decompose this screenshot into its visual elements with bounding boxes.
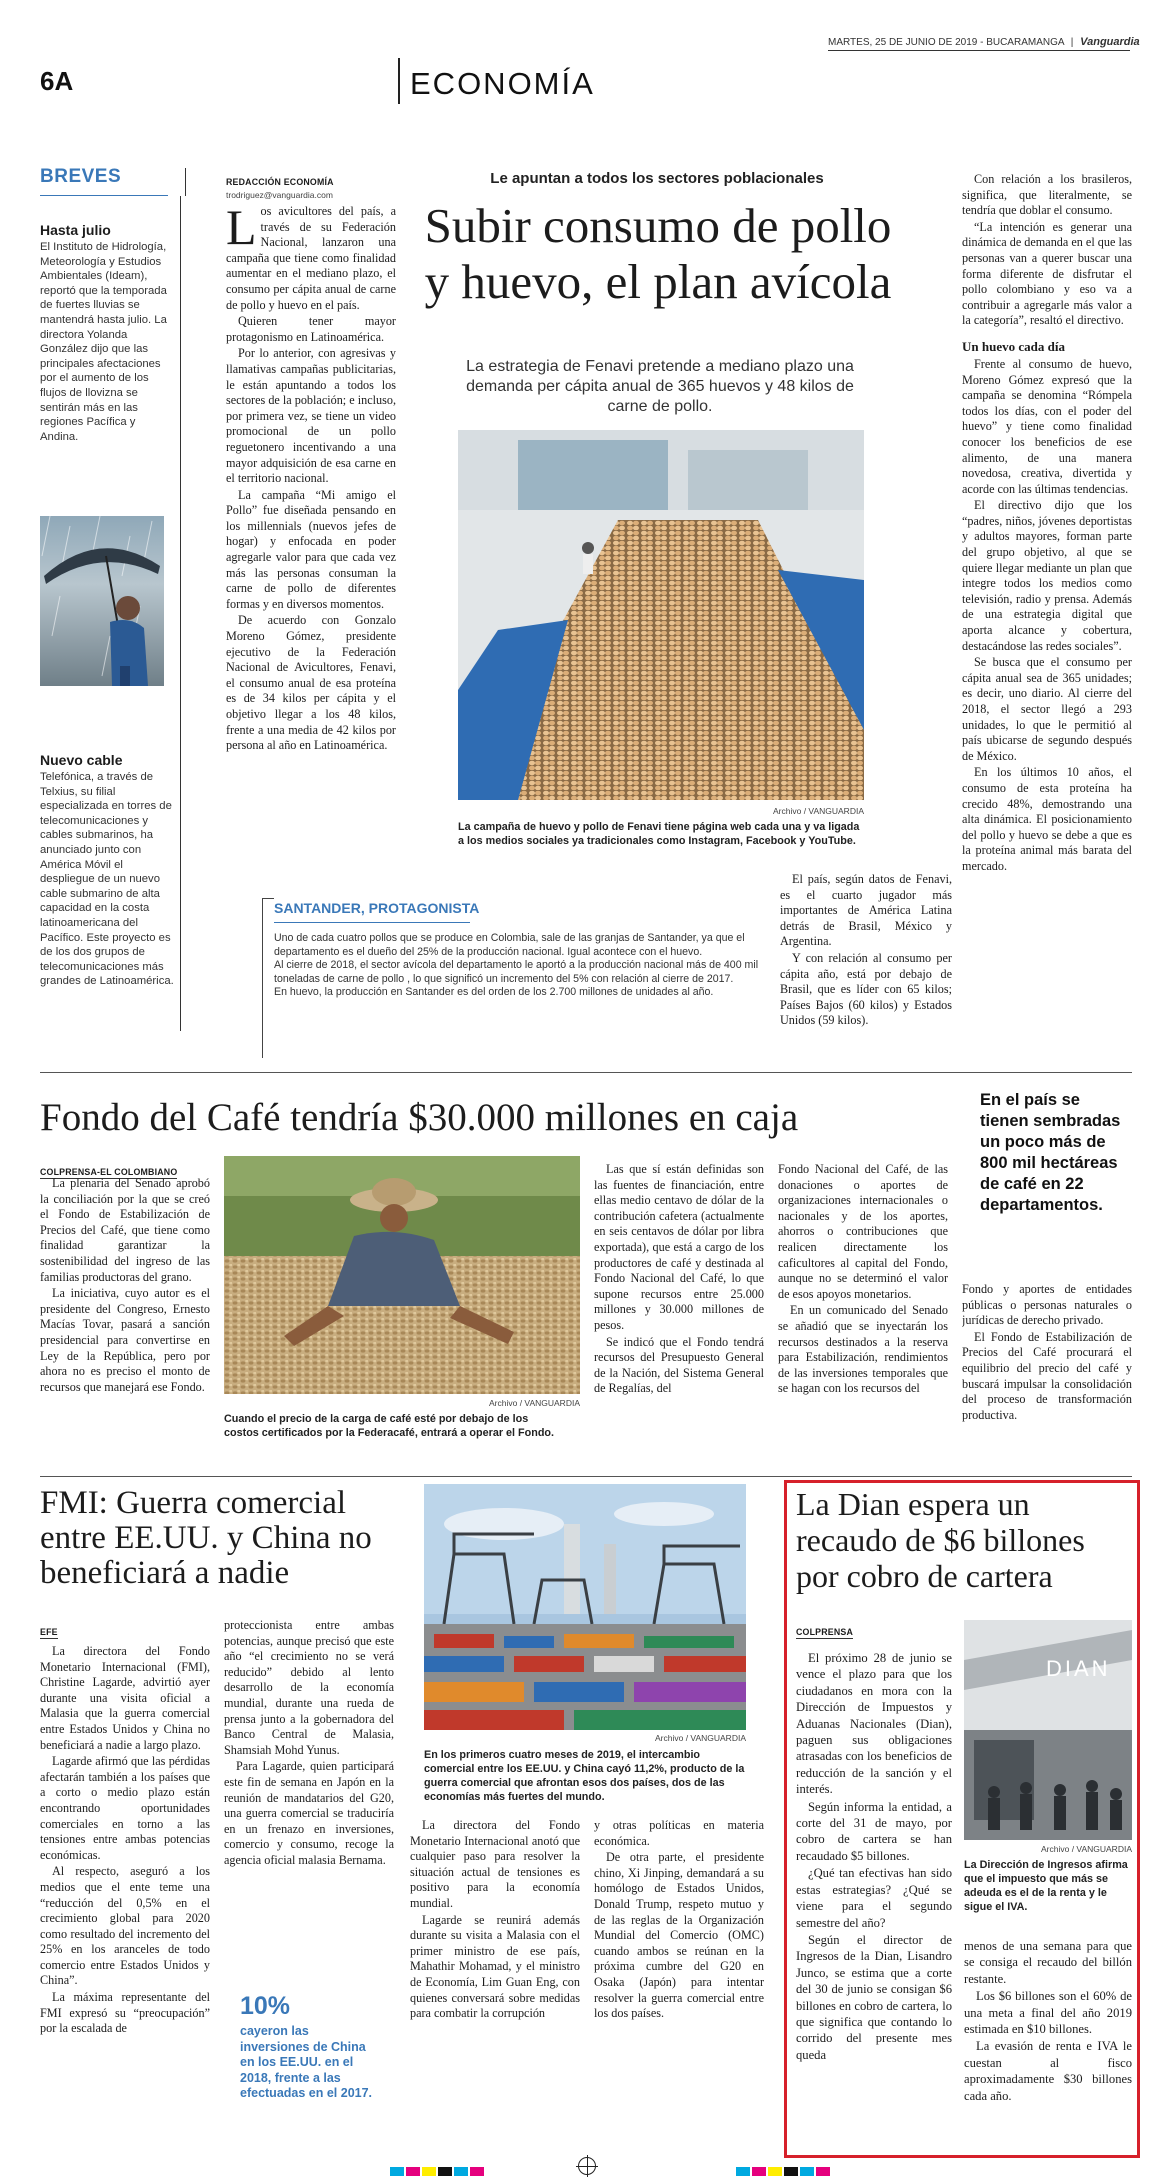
stat-text: cayeron las inversiones de China en los EE.UU. en el 2018, frente a las efectuadas en el 2017.	[240, 2024, 373, 2100]
article1-col-mid	[780, 872, 952, 1062]
article2-col2	[594, 1162, 764, 1466]
paragraph: La máxima representante del FMI expresó su “preocupación” por la escalada de	[40, 1990, 210, 2036]
photo-caption: La campaña de huevo y pollo de Fenavi tiene página web cada una y va ligada a los medios sociales ya tradicionales como Instagram, Facebook y YouTube.	[458, 821, 860, 847]
paragraph: La directora del Fondo Monetario Internacional (FMI), Christine Lagarde, advirtió ayer durante una visita oficial a Malasia que la guerra comercial entre Estados Unidos y China no beneficiará a nadie a largo plazo.	[40, 1644, 210, 1752]
stat-value: 10%	[240, 1992, 291, 2020]
paragraph: El país, según datos de Fenavi, es el cuarto jugador más importantes de América Latina detrás de Brasil, México y Argentina.	[780, 872, 952, 949]
date-line: MARTES, 25 DE JUNIO DE 2019 - BUCARAMANGA | Vanguardia	[828, 36, 1140, 48]
paragraph: Se indicó que el Fondo tendrá recursos del Presupuesto General de la Nación, del Sistema General de Regalías, del	[594, 1334, 764, 1396]
paragraph: Según el director de Ingresos de la Dian, Lisandro Junco, se estima que a corte del 30 de junio se consigan $6 billones en cobro de cartera, lo que significa que contando lo corrido del presente mes queda	[796, 1932, 952, 2062]
paragraph: El Fondo de Estabilización de Precios del Café procurará el equilibrio del precio del café y buscará impulsar la consolidación del proceso de transformación productiva.	[962, 1329, 1132, 1422]
port-containers-photo	[424, 1484, 746, 1730]
paragraph: proteccionista entre ambas potencias, aunque precisó que este año “el crecimiento no se verá reducido” debido al lento desarrollo de la economía mundial, durante una rueda de prensa junto a la gobernadora del Banco Central de Malasia, Shamsiah Mohd Yunus.	[224, 1618, 394, 1757]
article1-byline	[226, 172, 334, 200]
paragraph: Lagarde afirmó que las pérdidas afectarán también a los países que a corto o medio plazo están encontrando oportunidades comerciales en torno a las tensiones entre ambas potencias económicas.	[40, 1754, 210, 1862]
paragraph: La plenaria del Senado aprobó la conciliación por la que se creó el Fondo de Estabilización de Precios del Café, que tiene como finalidad garantizar la sostenibilidad del ingreso de las familias productoras del grano.	[40, 1176, 210, 1284]
drop-cap: L	[226, 204, 257, 255]
paragraph: El próximo 28 de junio se vence el plazo para que los ciudadanos en mora con la Dirección de Impuestos y Aduanas Nacionales (Dian), paguen sus obligaciones atrasadas con los beneficios de reducción de la sanción y el interés.	[796, 1651, 952, 1797]
byline: COLPRENSA-EL COLOMBIANO	[40, 1167, 178, 1177]
paragraph: Según informa la entidad, a corte del 31 de mayo, por cobro de cartera se han recaudado $5 billones.	[796, 1799, 952, 1863]
section-divider-2	[40, 1476, 1132, 1477]
paragraph: De otra parte, el presidente chino, Xi Jinping, demandará a su homólogo de Estados Unidos, Donald Trump, respeto mutuo y de las reglas de la Organización Mundial del Comercio (OMC) cuando ambos se reúnan en la próxima cumbre del G20 en Osaka (Japón) para intentar resolver la guerra comercial entre los dos países.	[594, 1850, 764, 2021]
byline: COLPRENSA	[796, 1627, 854, 1637]
lead-text: os avicultores del país, a través de su Federación Nacional, lanzaron una campaña que tiene como finalidad aumentar en el mediano plazo, el consumo per cápita anual de carne de pollo y huevo en el país.	[226, 204, 396, 312]
umbrella-rain-photo	[40, 516, 164, 686]
breves-rule	[40, 195, 168, 196]
registration-bar-right	[736, 2163, 832, 2177]
paragraph: Quieren tener mayor protagonismo en Latinoamérica.	[226, 314, 396, 344]
paragraph: Con relación a los brasileros, significa, que literalmente, se tendría que doblar el consumo.	[962, 172, 1132, 218]
box-paragraph: Uno de cada cuatro pollos que se produce en Colombia, sale de las granjas de Santander, ya que el departamento es el dueño del 25% de la producción nacional. Igual acontece con el huevo.	[274, 932, 745, 958]
paragraph: En los últimos 10 años, el consumo de esta proteína ha crecido 48%, demostrando una alta dinámica. El posicionamiento del pollo y huevo se debe a que es la proteína animal más barata del mercado.	[962, 765, 1132, 873]
paragraph: La directora del Fondo Monetario Internacional anotó que cualquier paso para resolver la situación actual de tensiones es positivo para la economía mundial.	[410, 1818, 580, 1910]
byline: REDACCIÓN ECONOMÍA	[226, 177, 334, 187]
breve-hasta-julio	[40, 222, 174, 444]
dian-sign-text: DIAN	[1046, 1656, 1111, 1681]
paragraph: Fondo y aportes de entidades públicas o personas naturales o jurídicas de derecho privado.	[962, 1282, 1132, 1328]
section-divider	[398, 58, 400, 104]
box-paragraph: En huevo, la producción en Santander es del orden de los 2.700 millones de unidades al año.	[274, 986, 714, 999]
article1-lead-paragraph	[226, 204, 396, 313]
article1-deck: La estrategia de Fenavi pretende a mediano plazo una demanda per cápita anual de 365 huevos y 48 kilos de carne de pollo.	[466, 358, 854, 415]
paragraph: Los $6 billones son el 60% de una meta a final del año 2019 estimada en $10 billones.	[964, 1989, 1132, 2037]
paragraph: Para Lagarde, quien participará este fin de semana en Japón en la reunión de mandatarios del G20, una guerra comercial se traduciría en un frenazo en inversiones, comercio y consumo, recoge la agencia oficial malasia Bernama.	[224, 1759, 394, 1867]
box-title: SANTANDER, PROTAGONISTA	[274, 900, 480, 916]
paragraph: El directivo dijo que los “padres, niños, jóvenes deportistas y adultos mayores, forman parte del grupo objetivo, al que se quiere llegar mediante un plan que integre todos los medios como televisión, radio y prensa. Además de una estrategia digital que aporta alcance y cobertura, destacándose las redes sociales”.	[962, 498, 1132, 653]
photo-caption: La Dirección de Ingresos afirma que el impuesto que más se adeuda es el de la renta y le sigue el IVA.	[964, 1859, 1128, 1913]
breve-text: El Instituto de Hidrología, Meteorología y Estudios Ambientales (Ideam), reportó que la temporada de fuertes lluvias se mantendrá hasta julio. La directora Yolanda González dijo que las principales afectaciones por el aumento de los flujos de lloviznа se sentirán más en las regiones Pacífica y Andina.	[40, 241, 167, 443]
article1-kicker: Le apuntan a todos los sectores poblacionales	[490, 170, 824, 187]
breve-title: Hasta julio	[40, 222, 111, 238]
page-number: 6A	[40, 66, 74, 96]
header-rule	[828, 50, 1130, 51]
article3-col4	[594, 1818, 764, 2138]
breves-bracket	[172, 168, 186, 196]
paragraph: Y con relación al consumo per cápita año, está por debajo de Brasil, que es líder con 65 kilos; Países Bajos (60 kilos) y Estados Unidos (59 kilos).	[780, 950, 952, 1028]
paragraph: ¿Qué tan efectivas han sido estas estrategias? ¿Qué se viene para el segundo semestre del año?	[796, 1866, 952, 1930]
photo-caption: En los primeros cuatro meses de 2019, el intercambio comercial entre los EE.UU. y China cayó 11,2%, producto de la guerra comercial que afrontan esos dos países, dos de las economías más fuertes del mundo.	[424, 1749, 745, 1803]
breve-nuevo-cable	[40, 752, 174, 989]
article3-col3	[410, 1818, 580, 2138]
santander-box	[262, 898, 762, 1062]
paragraph: En un comunicado del Senado se añadió que se inyectarán los recursos destinados a la reserva para Estabilización, rendimientos de las inversiones temporales que se hagan con los recursos del	[778, 1303, 948, 1396]
paragraph: Las que sí están definidas son las fuentes de financiación, entre ellas medio centavo de dólar de la contribución cafetera (actualmente en seis centavos de dólar por libra exportada), que está a cargo de los productores de café y destinada al Fondo Nacional del Café, lo que supone recursos entre 25.000 millones y 30.000 millones de pesos.	[594, 1162, 764, 1332]
article2-col1	[40, 1176, 210, 1466]
headline-line: Subir consumo de pollo	[424, 198, 892, 253]
article1-col-right	[962, 172, 1132, 1062]
article4-col2	[964, 1938, 1132, 2148]
article2-col4	[962, 1282, 1132, 1466]
paragraph: Frente al consumo de huevo, Moreno Gómez expresó que la campaña se denomina “Rómpela todos los días, con el poder del huevo” y tiene como finalidad conocer los beneficios de ese alimento, de una manera novedosa, creativa, divertida y acorde con las últimas tendencias.	[962, 356, 1132, 496]
article1-headline	[408, 198, 908, 310]
pull-quote: En el país se tienen sembradas un poco más de 800 mil hectáreas de café en 22 departamentos.	[980, 1091, 1121, 1214]
article3-headline: FMI: Guerra comercial entre EE.UU. y China no beneficiará a nadie	[40, 1485, 372, 1591]
paragraph: La evasión de renta e IVA le cuestan al fisco aproximadamente $30 billones cada año.	[964, 2039, 1132, 2103]
brand-logo: Vanguardia	[1080, 36, 1140, 48]
headline-line: y huevo, el plan avícola	[424, 254, 892, 309]
registration-mark-icon	[578, 2157, 596, 2175]
registration-bar-left	[390, 2163, 486, 2177]
article4-headline: La Dian espera un recaudo de $6 billones por cobro de cartera	[796, 1486, 1085, 1594]
article3-col1	[40, 1644, 210, 2138]
box-accent-line	[262, 898, 274, 1058]
byline-email: trodriguez@vanguardia.com	[226, 190, 333, 200]
box-paragraph: Al cierre de 2018, el sector avícola del departamento le aportó a la producción nacional más de 400 mil toneladas de carne de pollo , lo que significó un incremento del 5% con relación al cierre de 2017.	[274, 959, 759, 985]
paragraph: menos de una semana para que se consiga el recaudo del billón restante.	[964, 1939, 1132, 1986]
paragraph: La campaña “Mi amigo el Pollo” fue diseñada pensando en los millennials (nuevos jefes de hogar) y enfocada en poder agregarle valor para que cada vez más las personas consuman la carne de pollo de diferentes formas y en diversos momentos.	[226, 487, 396, 611]
subhead: Un huevo cada día	[962, 338, 1065, 354]
paragraph: Lagarde se reunirá además durante su visita a Malasia con el primer ministro de ese país, Mahathir Mohamad, y el ministro de Economía, Lim Guan Eng, con quienes conversará sobre medidas para combatir la corrupción	[410, 1912, 580, 2021]
paragraph: y otras políticas en materia económica.	[594, 1818, 764, 1848]
article2-col3	[778, 1162, 948, 1466]
paragraph: La iniciativa, cuyo autor es el presidente del Congreso, Ernesto Macías Tovar, pasará a sanción presidencial para convertirse en Ley de la República, pero por ahora no es preciso el monto de recursos que manejará ese Fondo.	[40, 1286, 210, 1394]
byline: EFE	[40, 1627, 58, 1637]
paragraph: De acuerdo con Gonzalo Moreno Gómez, presidente ejecutivo de la Federación Nacional de Avicultores, Fenavi, el consumo anual de esa proteína es de 34 kilos per cápita y el objetivo llegar a los 48 kilos, frente a una media de 42 kilos por persona al año en Latinoamérica.	[226, 613, 396, 753]
photo-caption: Cuando el precio de la carga de café esté por debajo de los costos certificados por la Federacafé, entrará a operar el Fondo.	[224, 1413, 555, 1439]
box-title-rule	[274, 922, 470, 923]
article4-col1	[796, 1650, 952, 2148]
section-title: ECONOMÍA	[410, 66, 595, 101]
article2-headline: Fondo del Café tendría $30.000 millones en caja	[40, 1096, 799, 1139]
paragraph: Al respecto, aseguró a los medios que el ente teme una “reducción del 0,5% en el crecimiento global para 2020 como resultado del incremento del 25% en los aranceles de todo comercio entre Estados Unidos y China”.	[40, 1864, 210, 1988]
photo-credit: Archivo / VANGUARDIA	[1040, 1844, 1132, 1854]
date-text: MARTES, 25 DE JUNIO DE 2019 - BUCARAMANGA	[828, 37, 1064, 48]
article1-col1	[226, 204, 396, 894]
article3-col2	[224, 1618, 394, 1948]
article4-byline-wrap	[796, 1622, 853, 1640]
egg-farm-photo	[458, 430, 864, 800]
photo-credit: Archivo / VANGUARDIA	[488, 1398, 580, 1408]
photo-credit: Archivo / VANGUARDIA	[772, 806, 864, 816]
paragraph: “La intención es generar una dinámica de demanda en el que las personas van a querer buscar una forma diferente de disfrutar el pollo colombiano y eso va a contribuir a agregarle más valor a la categoría”, resaltó el directivo.	[962, 219, 1132, 328]
article3-byline-wrap	[40, 1622, 58, 1640]
paragraph: Por lo anterior, con agresivas y llamativas campañas publicitarias, le están apuntando a todos los sectores de la población; e incluso, por primera vez, se tiene un video promocional de un pollo reguetonero incentivando a una mayor adquisición de esa carne en el territorio nacional.	[226, 346, 396, 486]
paragraph: Se busca que el consumo per cápita anual sea de 365 unidades; es decir, uno diario. Al cierre del 2018, el sector llegó a 293 unidades, lo que le permitió al país ubicarse de segundo después de México.	[962, 655, 1132, 763]
breves-label: BREVES	[40, 166, 122, 187]
breve-title: Nuevo cable	[40, 752, 123, 768]
photo-credit: Archivo / VANGUARDIA	[654, 1733, 746, 1743]
section-divider-1	[40, 1072, 1132, 1073]
box-text	[274, 932, 760, 1000]
dian-building-photo	[964, 1620, 1132, 1840]
paragraph: Fondo Nacional del Café, de las donaciones o aportes de organizaciones internacionales o nacionales y de los aportes, ahorros o contribuciones que realicen directamente los caficultores al capital del Fondo, aunque no se determinó el valor de esos apoyos monetarios.	[778, 1162, 948, 1301]
breves-side-rule	[180, 196, 181, 1031]
breve-text: Telefónica, a través de Telxius, su filial especializada en torres de telecomunicaciones y cables submarinos, ha anunciado junto con América Móvil el despliegue de un nuevo cable submarino de alta capacidad en la costa latinoamericana del Pacífico. Este proyecto es de los dos grupos de telecomunicaciones más grandes de Latinoamérica.	[40, 771, 174, 988]
coffee-farmer-photo	[224, 1156, 580, 1394]
